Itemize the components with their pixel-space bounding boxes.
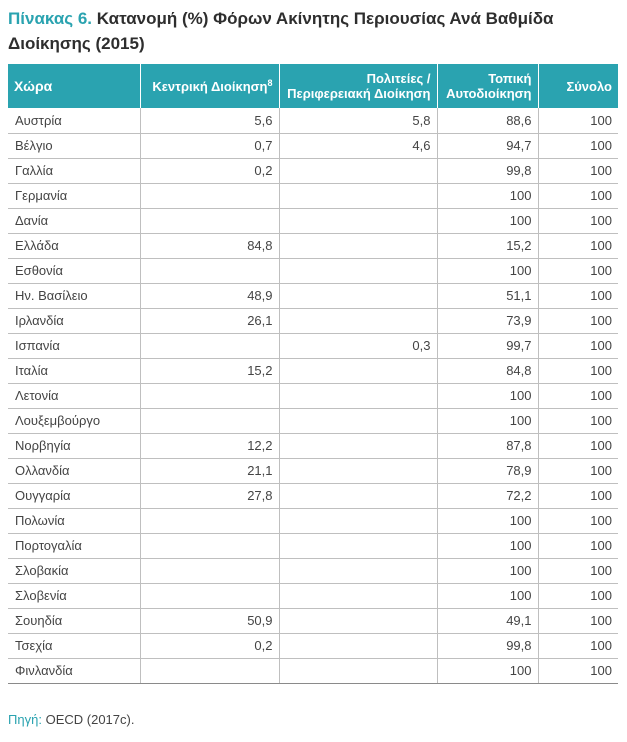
central-government-cell <box>140 183 279 208</box>
total-cell: 100 <box>538 633 618 658</box>
local-government-cell: 100 <box>437 583 538 608</box>
source-label: Πηγή: <box>8 712 42 727</box>
table-row <box>8 433 618 458</box>
country-cell: Βέλγιο <box>8 133 140 158</box>
central-government-cell: 27,8 <box>140 483 279 508</box>
country-cell: Σλοβακία <box>8 558 140 583</box>
local-government-cell: 87,8 <box>437 433 538 458</box>
local-government-cell: 72,2 <box>437 483 538 508</box>
local-government-cell: 100 <box>437 258 538 283</box>
table-row <box>8 333 618 358</box>
central-government-cell: 12,2 <box>140 433 279 458</box>
header-regional-government: Πολιτείες / Περιφερειακή Διοίκηση <box>279 64 437 108</box>
total-cell: 100 <box>538 108 618 133</box>
table-row <box>8 258 618 283</box>
central-government-cell <box>140 583 279 608</box>
table-row <box>8 608 618 633</box>
local-government-cell: 99,8 <box>437 633 538 658</box>
table-row <box>8 283 618 308</box>
country-cell: Ιταλία <box>8 358 140 383</box>
country-cell: Λετονία <box>8 383 140 408</box>
regional-government-cell <box>279 183 437 208</box>
table-row <box>8 183 618 208</box>
country-cell: Αυστρία <box>8 108 140 133</box>
central-government-cell: 50,9 <box>140 608 279 633</box>
table-number-label: Πίνακας 6. <box>8 9 93 28</box>
table-row <box>8 133 618 158</box>
central-government-cell <box>140 533 279 558</box>
regional-government-cell <box>279 658 437 683</box>
table-row <box>8 583 618 608</box>
regional-government-cell <box>279 558 437 583</box>
local-government-cell: 100 <box>437 558 538 583</box>
central-government-cell <box>140 208 279 233</box>
total-cell: 100 <box>538 183 618 208</box>
table-row <box>8 533 618 558</box>
regional-government-cell: 5,8 <box>279 108 437 133</box>
regional-government-cell <box>279 608 437 633</box>
country-cell: Σουηδία <box>8 608 140 633</box>
local-government-cell: 100 <box>437 508 538 533</box>
central-government-cell: 48,9 <box>140 283 279 308</box>
total-cell: 100 <box>538 283 618 308</box>
central-government-cell: 0,2 <box>140 633 279 658</box>
total-cell: 100 <box>538 233 618 258</box>
total-cell: 100 <box>538 608 618 633</box>
country-cell: Γαλλία <box>8 158 140 183</box>
table-row <box>8 358 618 383</box>
local-government-cell: 99,7 <box>437 333 538 358</box>
table-row <box>8 308 618 333</box>
local-government-cell: 100 <box>437 383 538 408</box>
total-cell: 100 <box>538 333 618 358</box>
local-government-cell: 100 <box>437 208 538 233</box>
table-row <box>8 558 618 583</box>
regional-government-cell <box>279 483 437 508</box>
header-row <box>8 64 618 108</box>
total-cell: 100 <box>538 408 618 433</box>
local-government-cell: 49,1 <box>437 608 538 633</box>
regional-government-cell <box>279 633 437 658</box>
local-government-cell: 73,9 <box>437 308 538 333</box>
regional-government-cell <box>279 383 437 408</box>
total-cell: 100 <box>538 533 618 558</box>
regional-government-cell <box>279 508 437 533</box>
table-row <box>8 483 618 508</box>
central-government-cell: 0,2 <box>140 158 279 183</box>
regional-government-cell <box>279 358 437 383</box>
country-cell: Γερμανία <box>8 183 140 208</box>
local-government-cell: 94,7 <box>437 133 538 158</box>
local-government-cell: 100 <box>437 408 538 433</box>
total-cell: 100 <box>538 433 618 458</box>
table-title-text: Κατανομή (%) Φόρων Ακίνητης Περιουσίας Ανά Βαθμίδα Διοίκησης (2015) <box>8 9 554 53</box>
table-row <box>8 158 618 183</box>
header-total: Σύνολο <box>538 64 618 108</box>
total-cell: 100 <box>538 558 618 583</box>
regional-government-cell: 4,6 <box>279 133 437 158</box>
table-row <box>8 408 618 433</box>
total-cell: 100 <box>538 258 618 283</box>
table-row <box>8 658 618 683</box>
country-cell: Σλοβενία <box>8 583 140 608</box>
total-cell: 100 <box>538 483 618 508</box>
regional-government-cell <box>279 533 437 558</box>
header-country: Χώρα <box>8 64 140 108</box>
central-government-cell <box>140 333 279 358</box>
local-government-cell: 15,2 <box>437 233 538 258</box>
local-government-cell: 99,8 <box>437 158 538 183</box>
regional-government-cell <box>279 583 437 608</box>
local-government-cell: 100 <box>437 183 538 208</box>
central-government-cell: 84,8 <box>140 233 279 258</box>
country-cell: Νορβηγία <box>8 433 140 458</box>
central-government-cell <box>140 558 279 583</box>
country-cell: Φινλανδία <box>8 658 140 683</box>
regional-government-cell <box>279 408 437 433</box>
country-cell: Λουξεμβούργο <box>8 408 140 433</box>
local-government-cell: 100 <box>437 533 538 558</box>
central-government-cell: 15,2 <box>140 358 279 383</box>
country-cell: Ελλάδα <box>8 233 140 258</box>
country-cell: Τσεχία <box>8 633 140 658</box>
regional-government-cell <box>279 208 437 233</box>
central-government-cell <box>140 383 279 408</box>
total-cell: 100 <box>538 508 618 533</box>
country-cell: Πορτογαλία <box>8 533 140 558</box>
country-cell: Πολωνία <box>8 508 140 533</box>
central-government-cell: 26,1 <box>140 308 279 333</box>
regional-government-cell <box>279 433 437 458</box>
central-government-cell: 0,7 <box>140 133 279 158</box>
total-cell: 100 <box>538 208 618 233</box>
country-cell: Εσθονία <box>8 258 140 283</box>
table-body <box>8 108 618 683</box>
total-cell: 100 <box>538 158 618 183</box>
country-cell: Δανία <box>8 208 140 233</box>
table-title <box>8 6 620 56</box>
country-cell: Ιρλανδία <box>8 308 140 333</box>
total-cell: 100 <box>538 658 618 683</box>
regional-government-cell <box>279 258 437 283</box>
header-local-government: Τοπική Αυτοδιοίκηση <box>437 64 538 108</box>
local-government-cell: 78,9 <box>437 458 538 483</box>
country-cell: Ισπανία <box>8 333 140 358</box>
local-government-cell: 88,6 <box>437 108 538 133</box>
central-government-cell: 21,1 <box>140 458 279 483</box>
regional-government-cell: 0,3 <box>279 333 437 358</box>
central-government-cell <box>140 408 279 433</box>
data-table <box>8 64 618 684</box>
footnote-ref: 8 <box>267 77 273 88</box>
table-row <box>8 208 618 233</box>
source-note <box>8 712 134 727</box>
table-row <box>8 508 618 533</box>
table-row <box>8 233 618 258</box>
local-government-cell: 51,1 <box>437 283 538 308</box>
regional-government-cell <box>279 308 437 333</box>
central-government-cell <box>140 508 279 533</box>
country-cell: Ολλανδία <box>8 458 140 483</box>
central-government-cell <box>140 658 279 683</box>
table-row <box>8 633 618 658</box>
country-cell: Ην. Βασίλειο <box>8 283 140 308</box>
table-row <box>8 108 618 133</box>
regional-government-cell <box>279 158 437 183</box>
central-government-cell <box>140 258 279 283</box>
total-cell: 100 <box>538 383 618 408</box>
table-row <box>8 458 618 483</box>
total-cell: 100 <box>538 133 618 158</box>
country-cell: Ουγγαρία <box>8 483 140 508</box>
total-cell: 100 <box>538 458 618 483</box>
regional-government-cell <box>279 283 437 308</box>
source-text: OECD (2017c). <box>45 712 135 727</box>
central-government-cell: 5,6 <box>140 108 279 133</box>
total-cell: 100 <box>538 583 618 608</box>
total-cell: 100 <box>538 358 618 383</box>
header-central-government: Κεντρική Διοίκηση$^8$ <box>140 64 279 108</box>
regional-government-cell <box>279 233 437 258</box>
table-row <box>8 383 618 408</box>
total-cell: 100 <box>538 308 618 333</box>
regional-government-cell <box>279 458 437 483</box>
local-government-cell: 100 <box>437 658 538 683</box>
local-government-cell: 84,8 <box>437 358 538 383</box>
